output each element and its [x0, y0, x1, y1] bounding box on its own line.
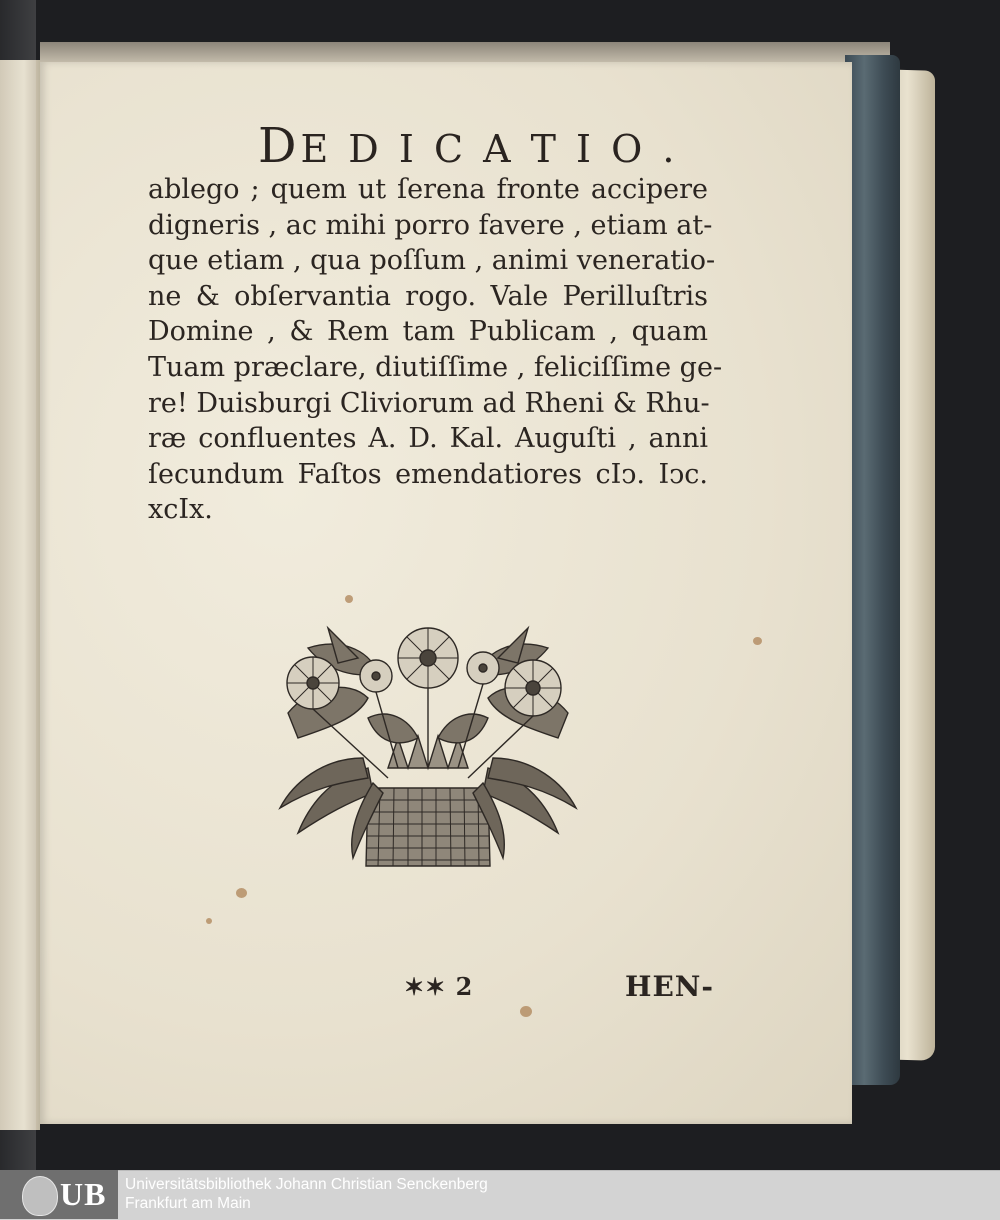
catchword: HEN-: [625, 970, 715, 1003]
text-line: xcIx.: [148, 494, 213, 526]
text-line: Tuam præclare, diutiſſime , feliciſſime ge-: [148, 351, 723, 383]
body-text: [148, 172, 723, 528]
flower-basket-vignette-icon: [268, 618, 588, 873]
portrait-logo-icon: [22, 1176, 58, 1216]
text-line: ne & obſervantia rogo. Vale Perilluſtris: [148, 280, 708, 312]
foxing-spot: [520, 1006, 532, 1017]
text-line: ablego ; quem ut ſerena fronte accipere: [148, 174, 708, 205]
foxing-spot: [753, 637, 762, 645]
institution-line-1: Universitätsbibliothek Johann Christian Senckenberg: [125, 1176, 488, 1193]
text-line: que etiam , qua poſſum , animi veneratio-: [148, 245, 716, 277]
text-line: digneris , ac mihi porro favere , etiam at-: [148, 209, 713, 241]
signature-mark: ✶✶ 2: [404, 972, 474, 1001]
glass-plate: [0, 0, 36, 1170]
foxing-spot: [345, 595, 353, 603]
text-line: Domine , & Rem tam Publicam , quam: [148, 316, 708, 348]
logo-text: UB: [60, 1176, 107, 1212]
book-cover-edge: [845, 55, 900, 1085]
text-line: re! Duisburgi Cliviorum ad Rheni & Rhu-: [148, 387, 710, 419]
text-line: ſecundum Faſtos emendatiores cIↄ. Iↄc.: [148, 458, 708, 490]
page-header: DE D I C A T I O .: [258, 118, 679, 174]
foxing-spot: [206, 918, 212, 924]
institution-line-2: Frankfurt am Main: [125, 1195, 251, 1212]
foxing-spot: [236, 888, 247, 898]
text-line: ræ confluentes A. D. Kal. Auguſti , anni: [148, 423, 708, 455]
institution-name: [125, 1175, 488, 1213]
